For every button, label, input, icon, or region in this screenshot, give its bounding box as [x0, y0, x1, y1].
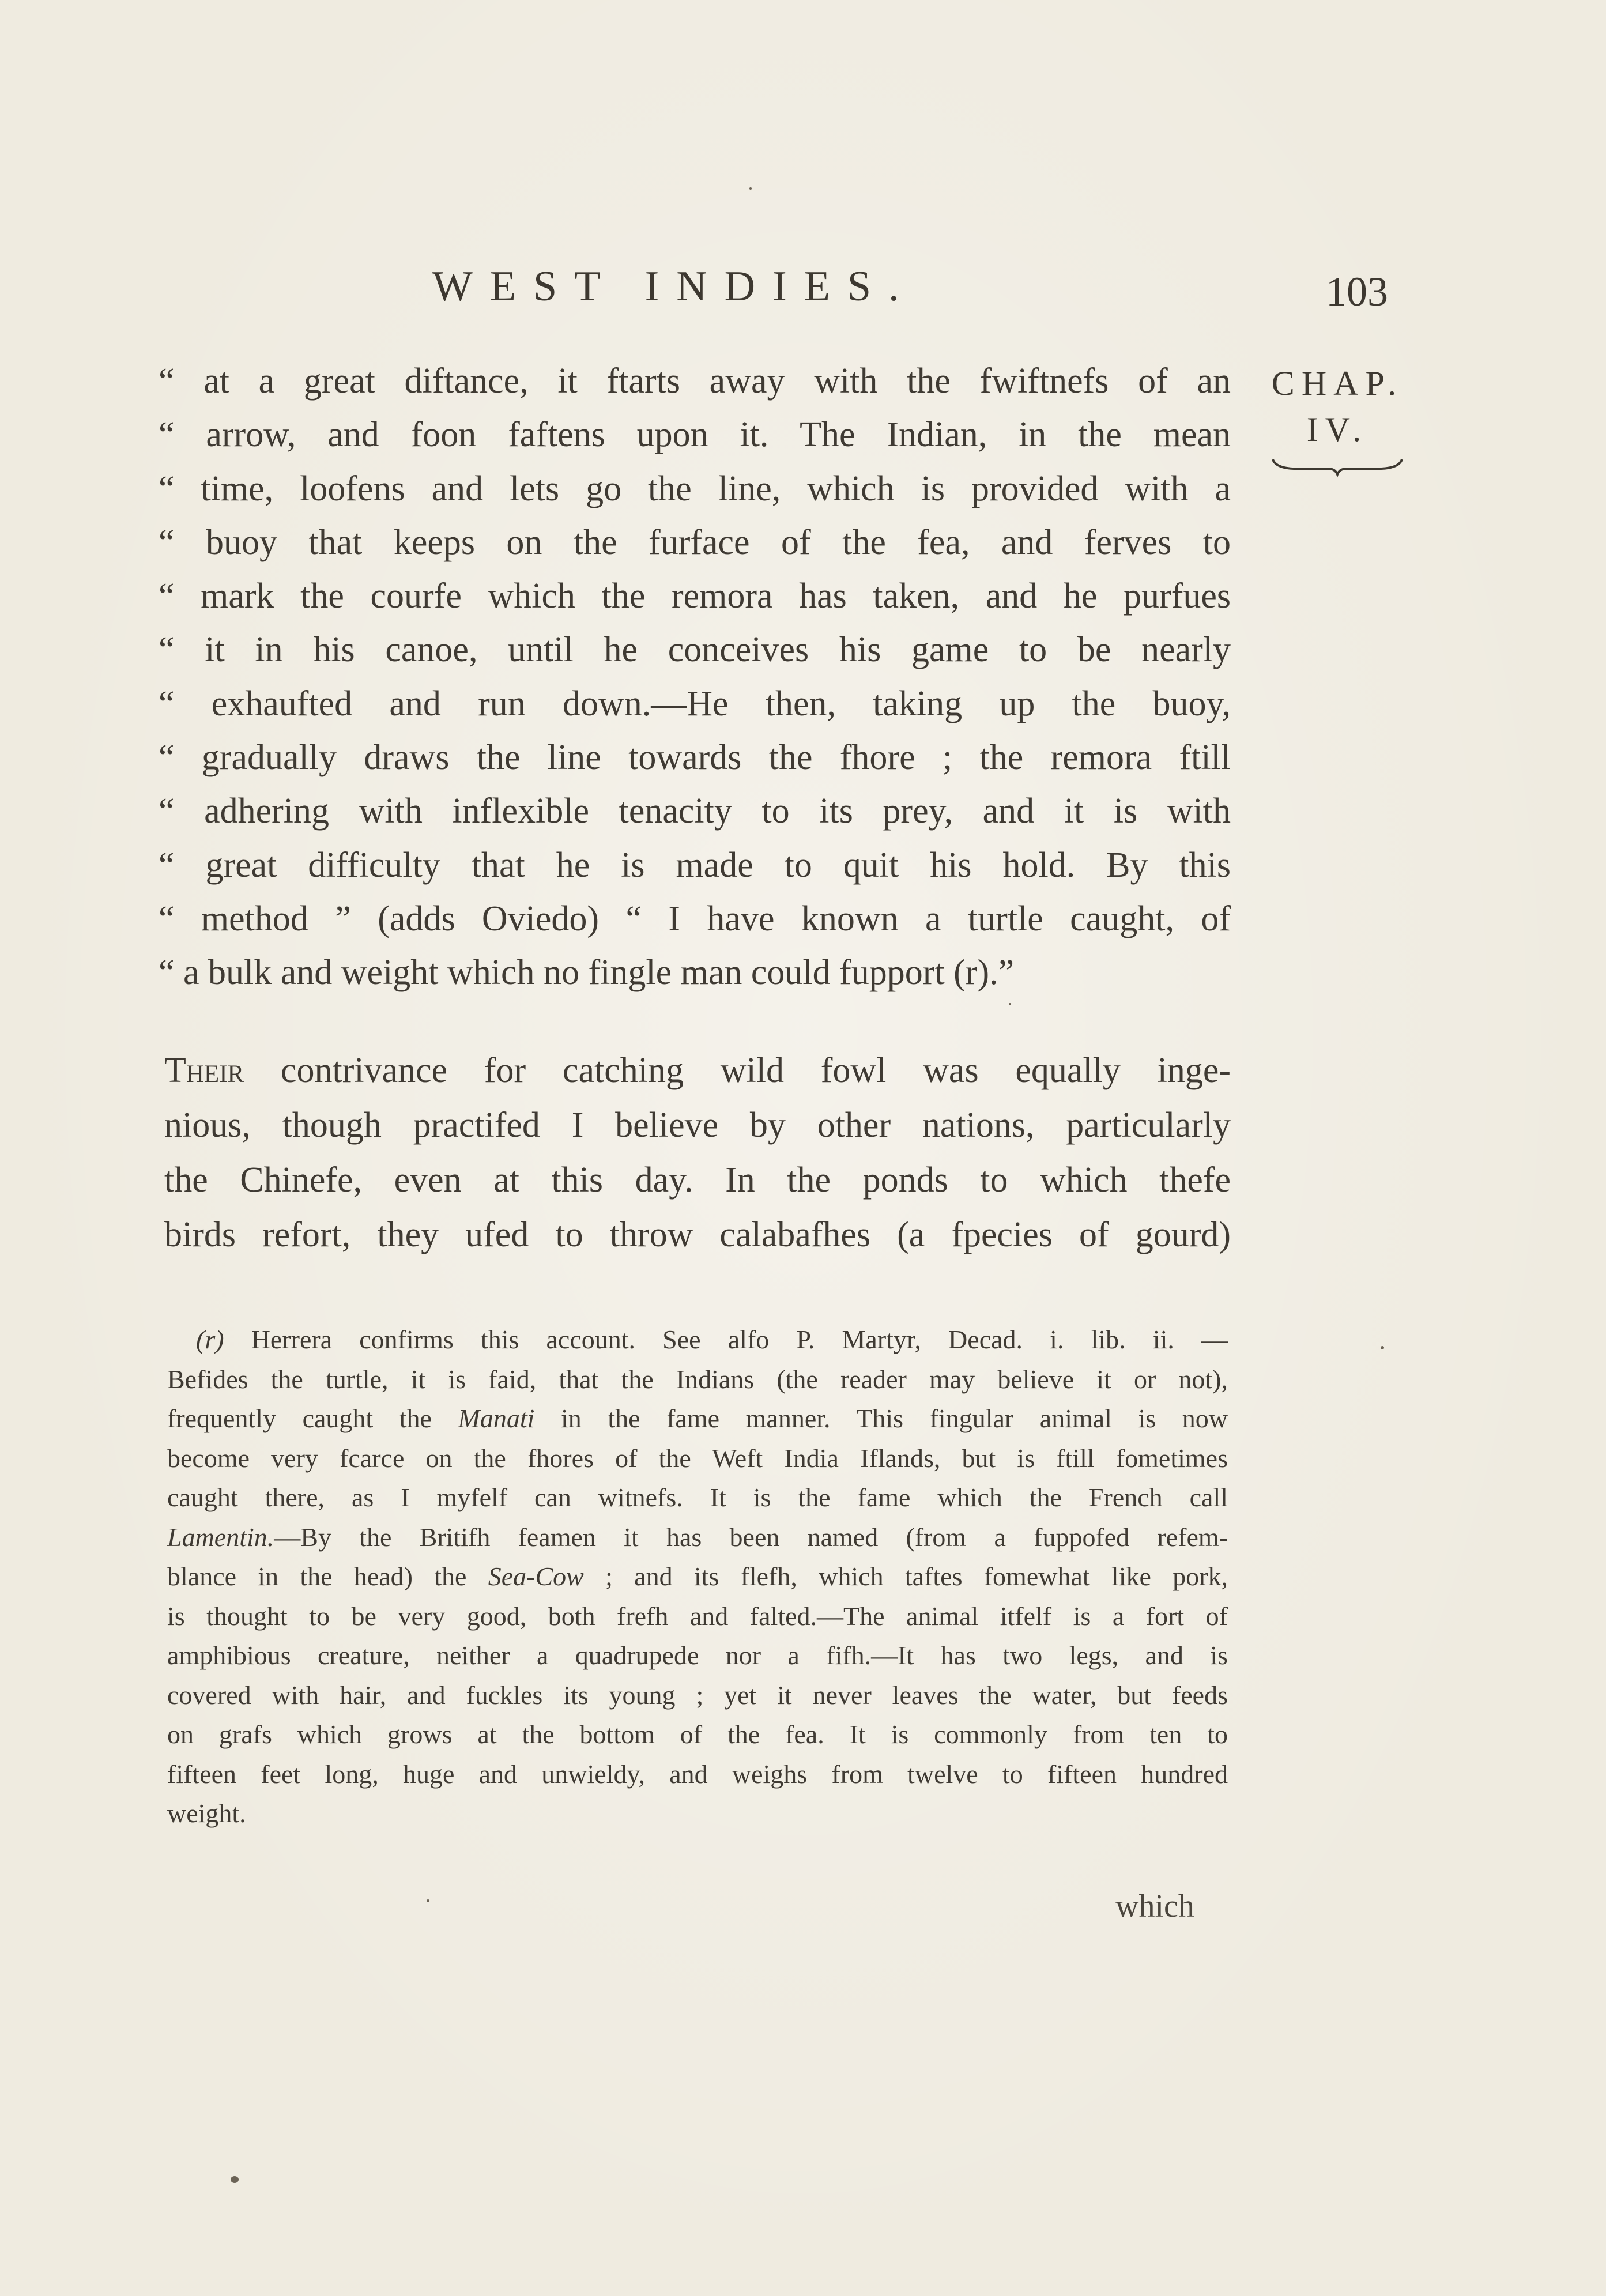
footnote-line: weight. — [167, 1799, 246, 1828]
footnote-line: on grafs which grows at the bottom of the fea. It is commonly from ten to — [167, 1720, 1228, 1749]
paragraph-first-word: Their — [164, 1051, 244, 1090]
quote-line: “ arrow, and foon faftens upon it. The Indian, in the mean — [159, 415, 1231, 455]
paragraph-first-line — [164, 1043, 1231, 1098]
quoted-passage — [159, 355, 1231, 1000]
footnote-line: is thought to be very good, both frefh and falted.—The animal itfelf is a fort of — [167, 1601, 1228, 1631]
paragraph-line: the Chinefe, even at this day. In the ponds to which thefe — [164, 1160, 1231, 1200]
footnote — [167, 1320, 1228, 1834]
footnote-italic-term: Sea-Cow — [488, 1562, 584, 1591]
paper-speck — [1381, 1346, 1384, 1349]
footnote-line: Befides the turtle, it is faid, that the Indians (the reader may believe it or not), — [167, 1364, 1228, 1394]
body-paragraph — [164, 1043, 1231, 1262]
footnote-line — [167, 1320, 1228, 1360]
paper-speck — [749, 187, 752, 190]
quote-line: “ time, loofens and lets go the line, which is provided with a — [159, 469, 1231, 508]
paragraph-line: nious, though practifed I believe by other nations, particularly — [164, 1106, 1231, 1145]
footnote-text: —By the Britifh feamen it has been named (from a fuppofed refem- — [274, 1522, 1228, 1552]
paper-speck — [1009, 1003, 1011, 1005]
footnote-line: caught there, as I myfelf can witnefs. It is the fame which the French call — [167, 1483, 1228, 1512]
catchword: which — [1115, 1888, 1194, 1924]
quote-line: “ buoy that keeps on the furface of the fea, and ferves to — [159, 522, 1231, 562]
footnote-marker: (r) — [196, 1325, 224, 1354]
footnote-line: covered with hair, and fuckles its young ; yet it never leaves the water, but feeds — [167, 1680, 1228, 1710]
footnote-line — [167, 1518, 1228, 1558]
footnote-text: ; and its flefh, which taftes fomewhat like pork, — [583, 1562, 1228, 1591]
paragraph-line-rest: contrivance for catching wild fowl was equally inge- — [244, 1051, 1231, 1090]
quote-line: “ it in his canoe, until he conceives his game to be nearly — [159, 630, 1231, 670]
chapter-number: IV. — [1306, 410, 1369, 448]
chapter-label: CHAP. — [1271, 364, 1404, 402]
quote-line-last: “ a bulk and weight which no fingle man could fupport (r).” — [159, 953, 1015, 993]
footnote-text: blance in the head) the — [167, 1562, 488, 1591]
footnote-line — [167, 1399, 1228, 1439]
footnote-italic-term: Manati — [458, 1404, 535, 1433]
chapter-marginal-note — [1257, 360, 1418, 478]
footnote-line: become very fcarce on the fhores of the Weft India Iflands, but is ftill fometimes — [167, 1443, 1228, 1473]
quote-line: “ method ” (adds Oviedo) “ I have known a turtle caught, of — [159, 899, 1231, 938]
brace-ornament-icon — [1268, 455, 1407, 478]
quote-line: “ gradually draws the line towards the fhore ; the remora ftill — [159, 738, 1231, 778]
footnote-line: amphibious creature, neither a quadrupede nor a fifh.—It has two legs, and is — [167, 1641, 1228, 1670]
running-title: WEST INDIES. — [432, 263, 917, 310]
paper-speck — [231, 2176, 239, 2183]
quote-line: “ exhaufted and run down.—He then, taking up the buoy, — [159, 684, 1231, 723]
footnote-text: in the fame manner. This fingular animal is now — [534, 1404, 1228, 1433]
footnote-text: frequently caught the — [167, 1404, 458, 1433]
footnote-italic-term: Lamentin. — [167, 1522, 274, 1552]
paper-speck — [427, 1899, 429, 1902]
footnote-text: Herrera confirms this account. See alfo P. Martyr, Decad. i. lib. ii. — — [224, 1325, 1228, 1354]
page-number: 103 — [1326, 269, 1388, 315]
footnote-line — [167, 1557, 1228, 1597]
quote-line: “ great difficulty that he is made to quit his hold. By this — [159, 845, 1231, 885]
paragraph-line: birds refort, they ufed to throw calabafhes (a fpecies of gourd) — [164, 1215, 1231, 1254]
quote-line: “ adhering with inflexible tenacity to its prey, and it is with — [159, 791, 1231, 831]
quote-line: “ mark the courfe which the remora has taken, and he purfues — [159, 576, 1231, 616]
footnote-line: fifteen feet long, huge and unwieldy, and weighs from twelve to fifteen hundred — [167, 1759, 1228, 1789]
quote-line: “ at a great diftance, it ftarts away with the fwiftnefs of an — [159, 361, 1231, 401]
